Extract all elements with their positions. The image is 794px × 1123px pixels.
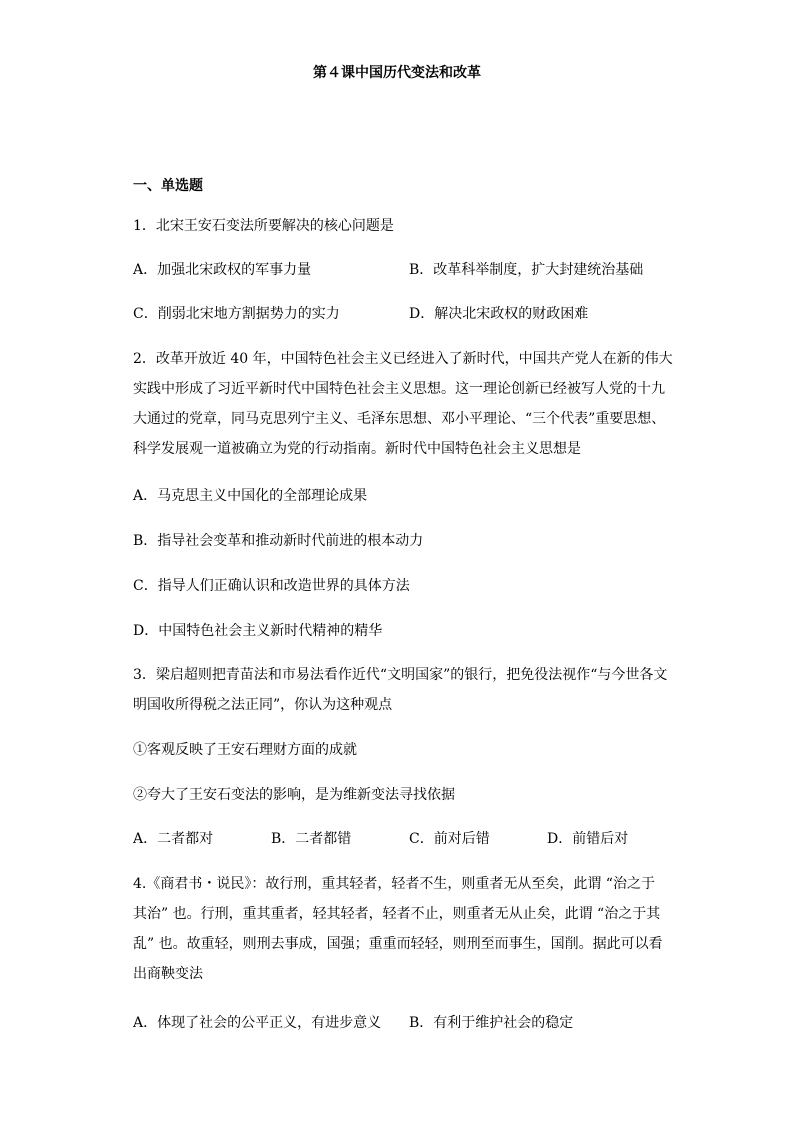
question-4-stem-line: 其治” 也。行刑，重其重者，轻其轻者，轻者不止，则重者无从止矣，此谓 “治之于其: [133, 906, 661, 922]
question-4-stem-line: 出商鞅变法: [133, 966, 203, 982]
question-2-option-c: C．指导人们正确认识和改造世界的具体方法: [133, 578, 410, 594]
question-1-option-c: C．削弱北宋地方割据势力的实力: [133, 306, 340, 322]
question-3-statement-1: ①客观反映了王安石理财方面的成就: [133, 742, 357, 758]
question-3-statement-2: ②夸大了王安石变法的影响，是为维新变法寻找依据: [133, 787, 455, 803]
question-1-option-d: D．解决北宋政权的财政困难: [409, 306, 589, 322]
question-4-stem-line: 乱” 也。故重轻，则刑去事成，国强；重重而轻轻，则刑至而事生，国削。据此可以看: [133, 936, 663, 952]
question-2-option-a: A．马克思主义中国化的全部理论成果: [133, 488, 368, 504]
question-2-stem-line: 实践中形成了习近平新时代中国特色社会主义思想。这一理论创新已经被写人党的十九: [133, 381, 665, 397]
question-4-stem-line: 4.《商君书・说民》：故行刑，重其轻者，轻者不生，则重者无从至矣，此谓 “治之于: [133, 876, 655, 892]
question-1-option-a: A．加强北宋政权的军事力量: [133, 262, 312, 278]
question-2-stem-line: 大通过的党章，同马克思列宁主义、毛泽东思想、邓小平理论、“三个代表”重要思想、: [133, 411, 666, 427]
question-2-option-d: D．中国特色社会主义新时代精神的精华: [133, 623, 383, 639]
question-2-option-b: B．指导社会变革和推动新时代前进的根本动力: [133, 533, 424, 549]
document-title: 第４课中国历代变法和改革: [313, 65, 481, 81]
question-2-stem-line: 2．改革开放近 40 年，中国特色社会主义已经进入了新时代，中国共产党人在新的伟大: [133, 351, 673, 367]
question-3-stem-line: 3．梁启超则把青苗法和市易法看作近代“文明国家”的银行，把免役法视作“与今世各文: [133, 667, 668, 683]
question-1-option-b: B．改革科举制度，扩大封建统治基础: [409, 262, 644, 278]
question-3-option-b: B．二者都错: [271, 831, 352, 847]
question-3-stem-line: 明国收所得税之法正同”，你认为这种观点: [133, 697, 393, 713]
section-heading: 一、单选题: [133, 178, 203, 194]
question-3-option-a: A．二者都对: [133, 831, 214, 847]
question-1-stem: 1．北宋王安石变法所要解决的核心问题是: [133, 218, 394, 234]
question-3-option-c: C．前对后错: [409, 831, 490, 847]
question-2-stem-line: 科学发展观一道被确立为党的行动指南。新时代中国特色社会主义思想是: [133, 441, 581, 457]
question-3-option-d: D．前错后对: [547, 831, 629, 847]
question-4-option-a: A．体现了社会的公平正义，有进步意义: [133, 1015, 382, 1031]
question-4-option-b: B．有利于维护社会的稳定: [409, 1015, 574, 1031]
